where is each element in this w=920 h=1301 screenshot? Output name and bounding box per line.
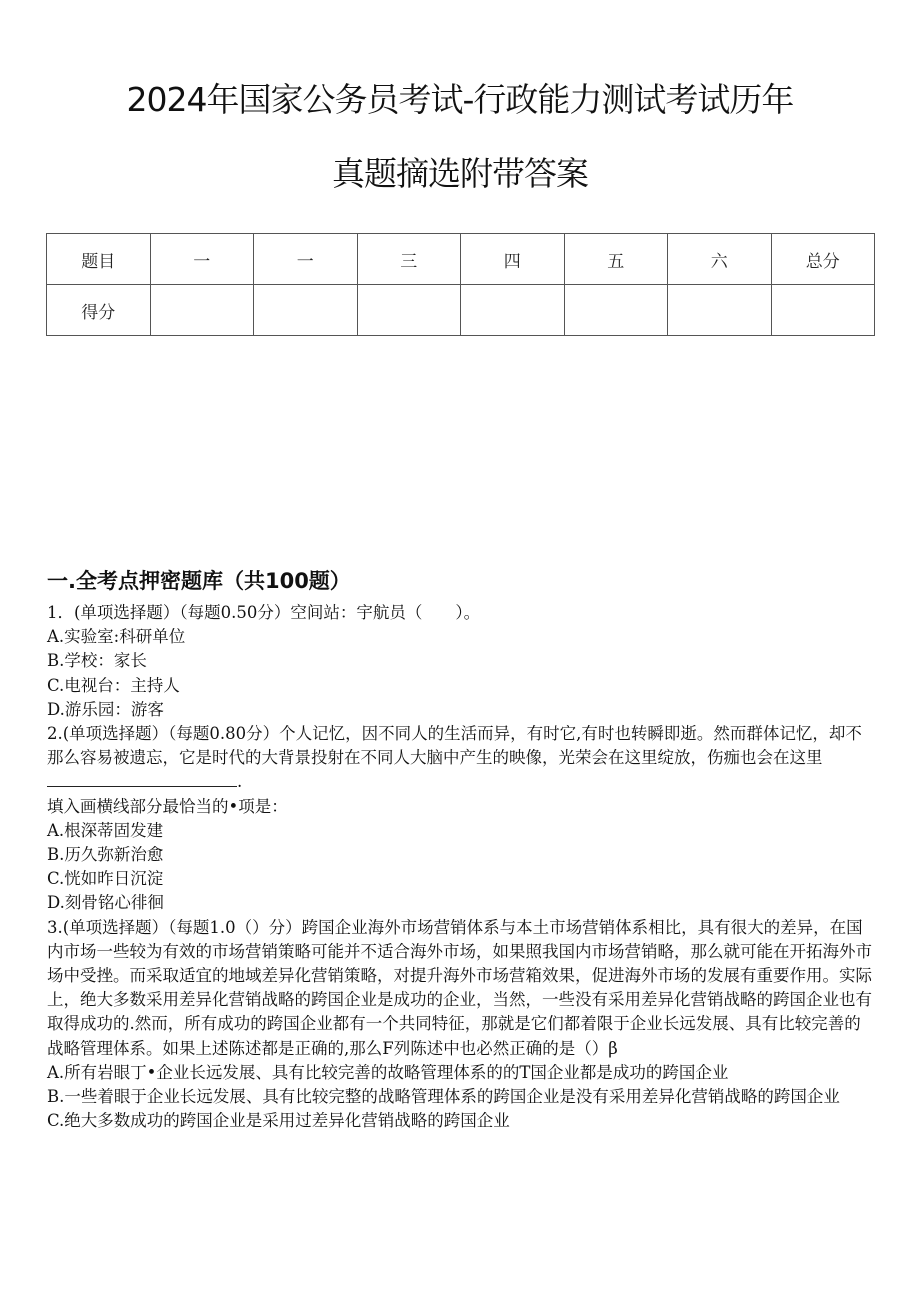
score-header-cell: 一 — [150, 234, 254, 285]
option-c: C.电视台：主持人 — [47, 675, 180, 695]
score-header-cell: 题目 — [47, 234, 151, 285]
question-list — [47, 601, 877, 1133]
question-2 — [47, 722, 877, 916]
score-cell — [668, 285, 772, 336]
score-cell — [771, 285, 875, 336]
score-table — [46, 233, 875, 336]
score-header-cell: 三 — [357, 234, 461, 285]
answer-blank — [47, 772, 237, 787]
option-c: C.恍如昨日沉淀 — [47, 869, 164, 889]
score-header-cell: 四 — [461, 234, 565, 285]
score-table-header-row — [47, 234, 875, 285]
question-stem-text: 2.(单项选择题）（每题0.80分）个人记忆，因不同人的生活而异，有时它,有时也转瞬即逝。然而群体记忆，却不那么容易被遗忘，它是时代的大背景投射在不同人大脑中产生的映像，光荣会在这里绽放，伤痂也会在这里 — [47, 724, 862, 768]
option-a: A.根深蒂固发建 — [47, 820, 164, 840]
question-prompt: 填入画横线部分最恰当的•项是： — [47, 796, 288, 816]
question-stem — [47, 722, 877, 795]
option-b: B.学校：家长 — [47, 651, 147, 671]
option-b: B.历久弥新治愈 — [47, 845, 164, 865]
option-c: C.绝大多数成功的跨国企业是采用过差异化营销战略的跨国企业 — [47, 1111, 510, 1131]
score-header-cell: 六 — [668, 234, 772, 285]
option-a: A.所有岩眼丁•企业长远发展、具有比较完善的故略管理体系的的T国企业都是成功的跨国企业 — [47, 1062, 729, 1082]
score-header-cell: 一 — [254, 234, 358, 285]
score-header-cell: 五 — [564, 234, 668, 285]
score-header-cell: 总分 — [771, 234, 875, 285]
score-cell — [254, 285, 358, 336]
option-d: D.刻骨铭心徘徊 — [47, 893, 164, 913]
question-stem-end: . — [237, 772, 243, 792]
question-3 — [47, 916, 877, 1134]
question-stem: 3.(单项选择题）（每题1.0（）分）跨国企业海外市场营销体系与本土市场营销体系相比，具有很大的差异，在国内市场一些较为有效的市场营销策略可能并不适合海外市场，如果照我国内市场营销略，那么就可能在开拓海外市场中受挫。而采取适宜的地域差异化营销策略，对提升海外市场营箱效果，促进海外市场的发展有重要作用。实际上，绝大多数采用差异化营销战略的跨国企业是成功的企业，当然，一些没有采用差异化营销战略的跨国企业也有取得成功的.然而，所有成功的跨国企业都有一个共同特征，那就是它们都着限于企业长远发展、具有比较完善的战略管理体系。如果上述陈述都是正确的,那么F列陈述中也必然正确的是（）β — [47, 917, 872, 1058]
score-cell — [564, 285, 668, 336]
score-row-label: 得分 — [47, 285, 151, 336]
question-1 — [47, 601, 877, 722]
option-b: B.一些着眼于企业长远发展、具有比较完整的战略管理体系的跨国企业是没有采用差异化营销战略的跨国企业 — [47, 1087, 840, 1107]
score-table-score-row — [47, 285, 875, 336]
score-cell — [461, 285, 565, 336]
question-stem: 1．(单项选择题）（每题0.50分）空间站：宇航员（ ）。 — [47, 603, 481, 622]
document-title-line-2: 真题摘选附带答案 — [332, 154, 588, 193]
score-cell — [150, 285, 254, 336]
option-d: D.游乐园：游客 — [47, 699, 164, 719]
score-cell — [357, 285, 461, 336]
option-a: A.实验室:科研单位 — [47, 627, 186, 647]
document-title-line-1: 2024年国家公务员考试-行政能力测试考试历年 — [126, 80, 794, 119]
section-title: 一.全考点押密题库（共100题） — [47, 569, 351, 593]
